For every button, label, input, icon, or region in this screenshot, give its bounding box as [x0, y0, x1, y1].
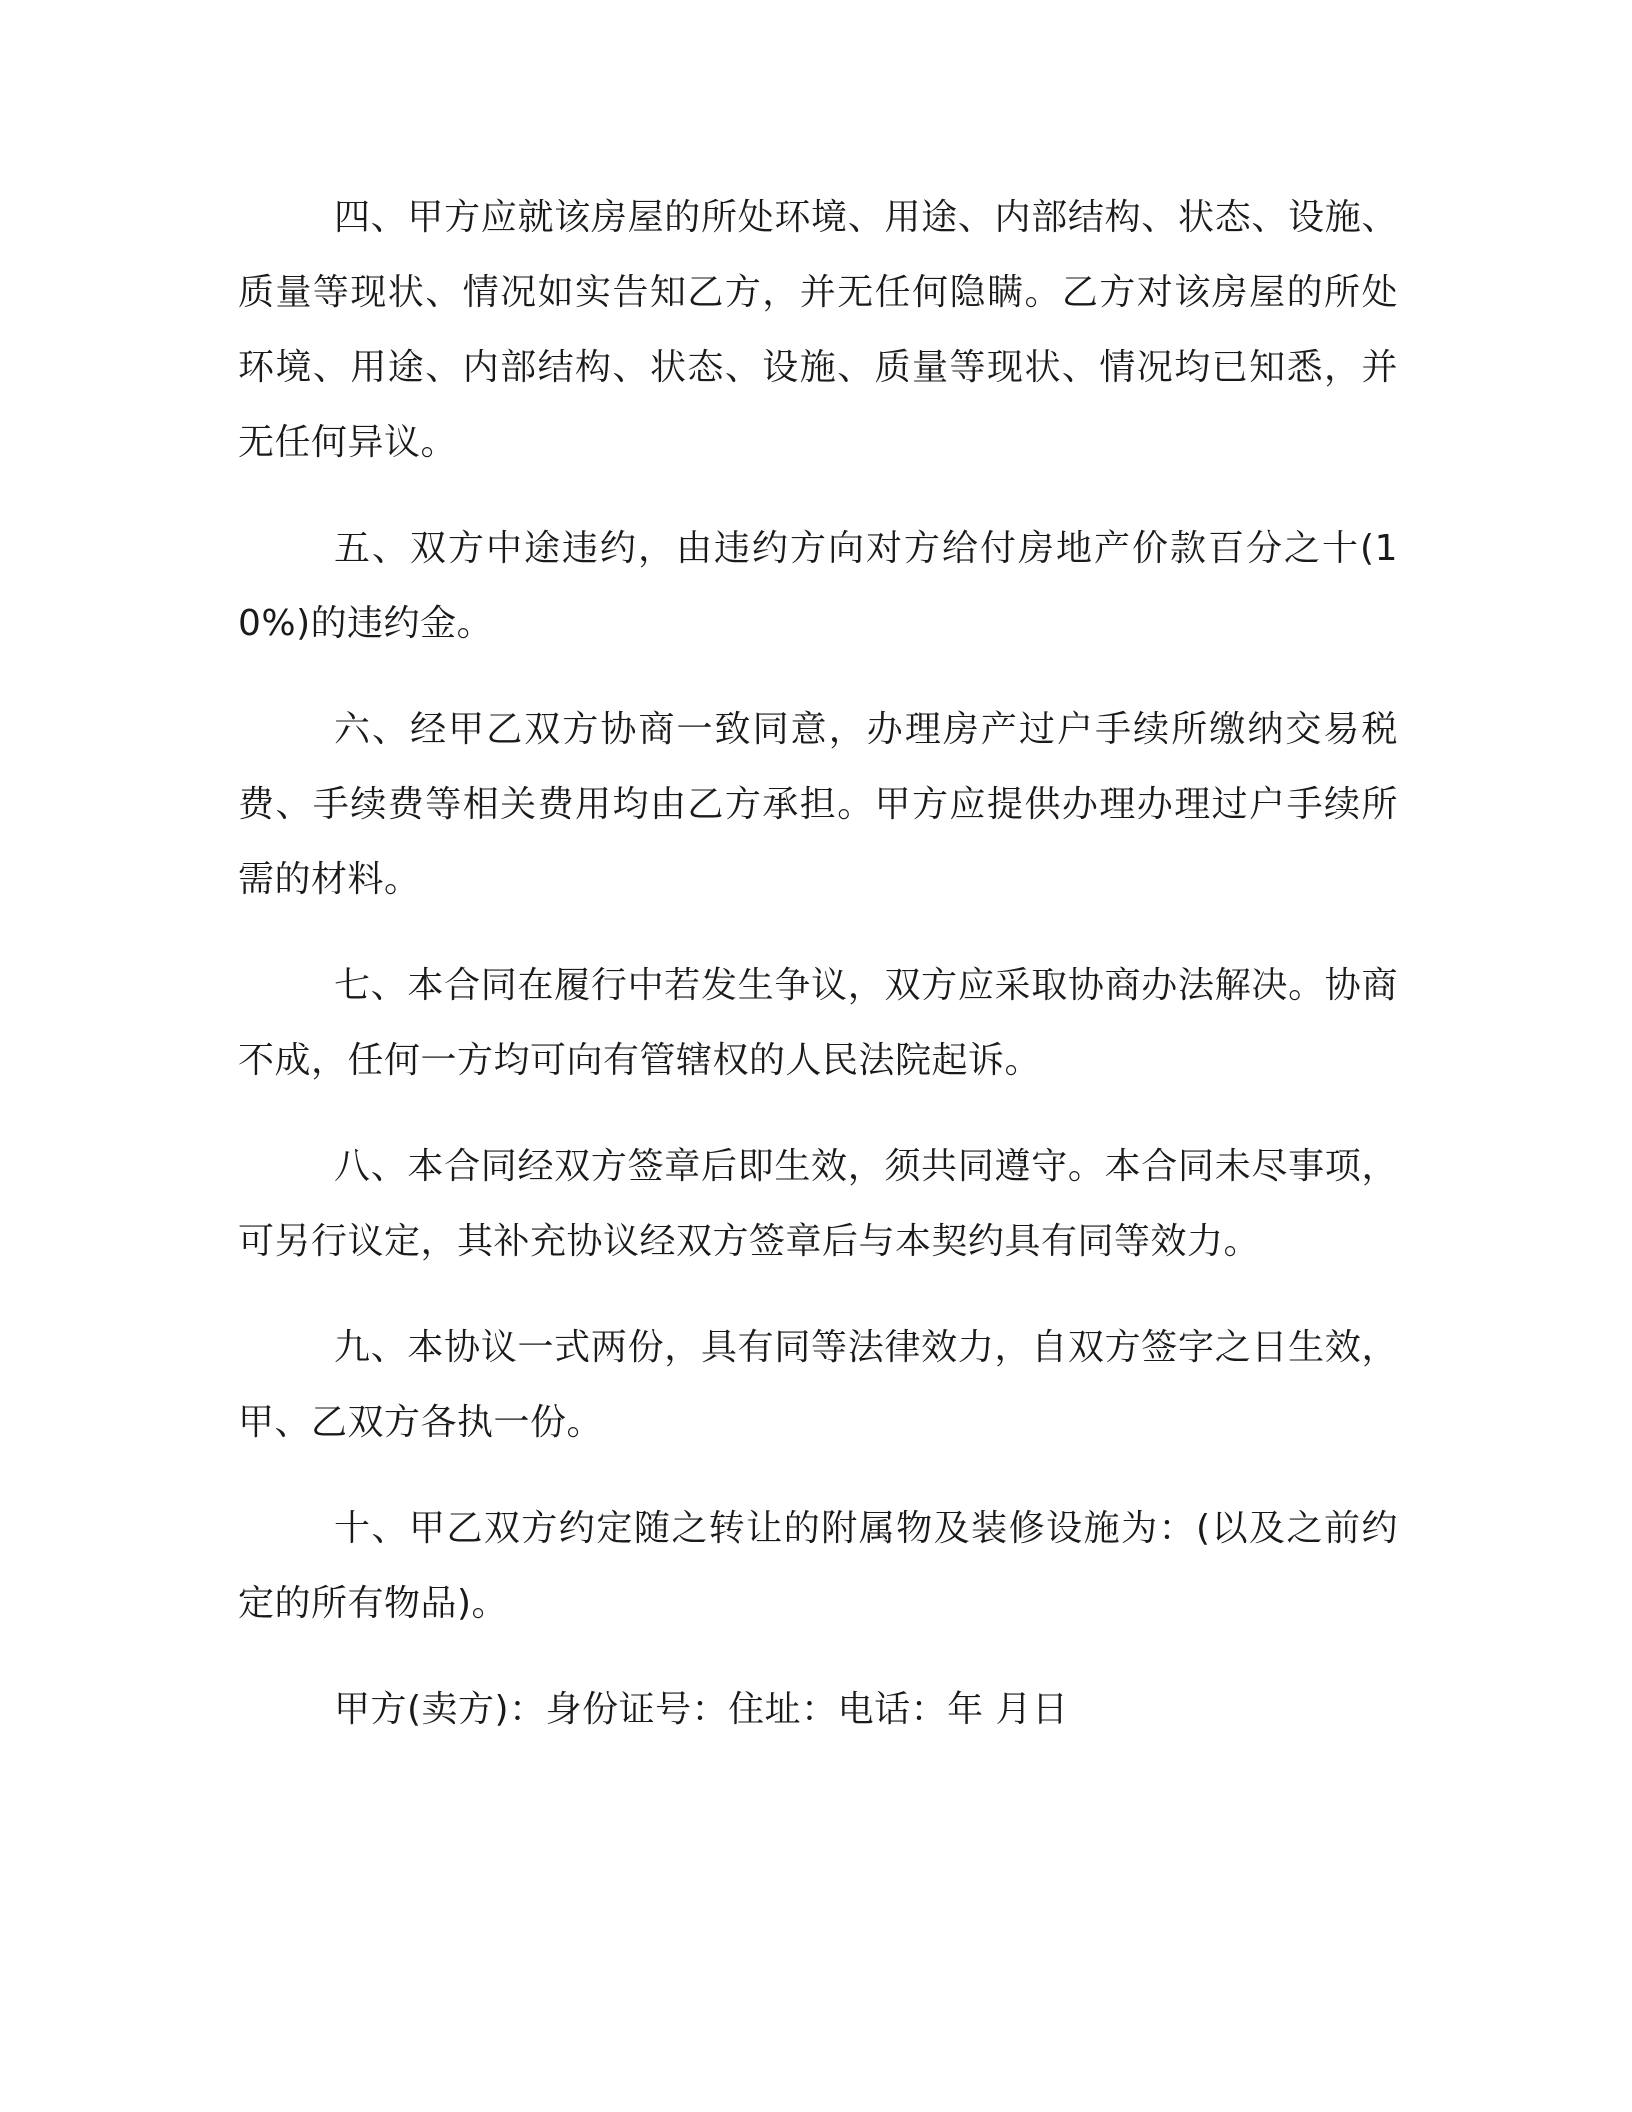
clause-4: 四、甲方应就该房屋的所处环境、用途、内部结构、状态、设施、质量等现状、情况如实告知乙方，并无任何隐瞒。乙方对该房屋的所处环境、用途、内部结构、状态、设施、质量等现状、情况均已知悉，并无任何异议。 [238, 197, 1398, 463]
clause-5: 五、双方中途违约，由违约方向对方给付房地产价款百分之十(10%)的违约金。 [238, 528, 1398, 644]
clause-8: 八、本合同经双方签章后即生效，须共同遵守。本合同未尽事项，可另行议定，其补充协议经双方签章后与本契约具有同等效力。 [238, 1146, 1398, 1262]
clause-10: 十、甲乙双方约定随之转让的附属物及装修设施为：(以及之前约定的所有物品)。 [238, 1508, 1398, 1624]
clause-7: 七、本合同在履行中若发生争议，双方应采取协商办法解决。协商不成，任何一方均可向有管辖权的人民法院起诉。 [238, 965, 1398, 1081]
clause-9: 九、本协议一式两份，具有同等法律效力，自双方签字之日生效，甲、乙双方各执一份。 [238, 1327, 1398, 1443]
contract-body [238, 180, 1398, 1747]
seller-signature-line: 甲方(卖方)：身份证号：住址：电话：年 月日 [334, 1689, 1069, 1730]
clause-6: 六、经甲乙双方协商一致同意，办理房产过户手续所缴纳交易税费、手续费等相关费用均由乙方承担。甲方应提供办理办理过户手续所需的材料。 [238, 709, 1398, 900]
